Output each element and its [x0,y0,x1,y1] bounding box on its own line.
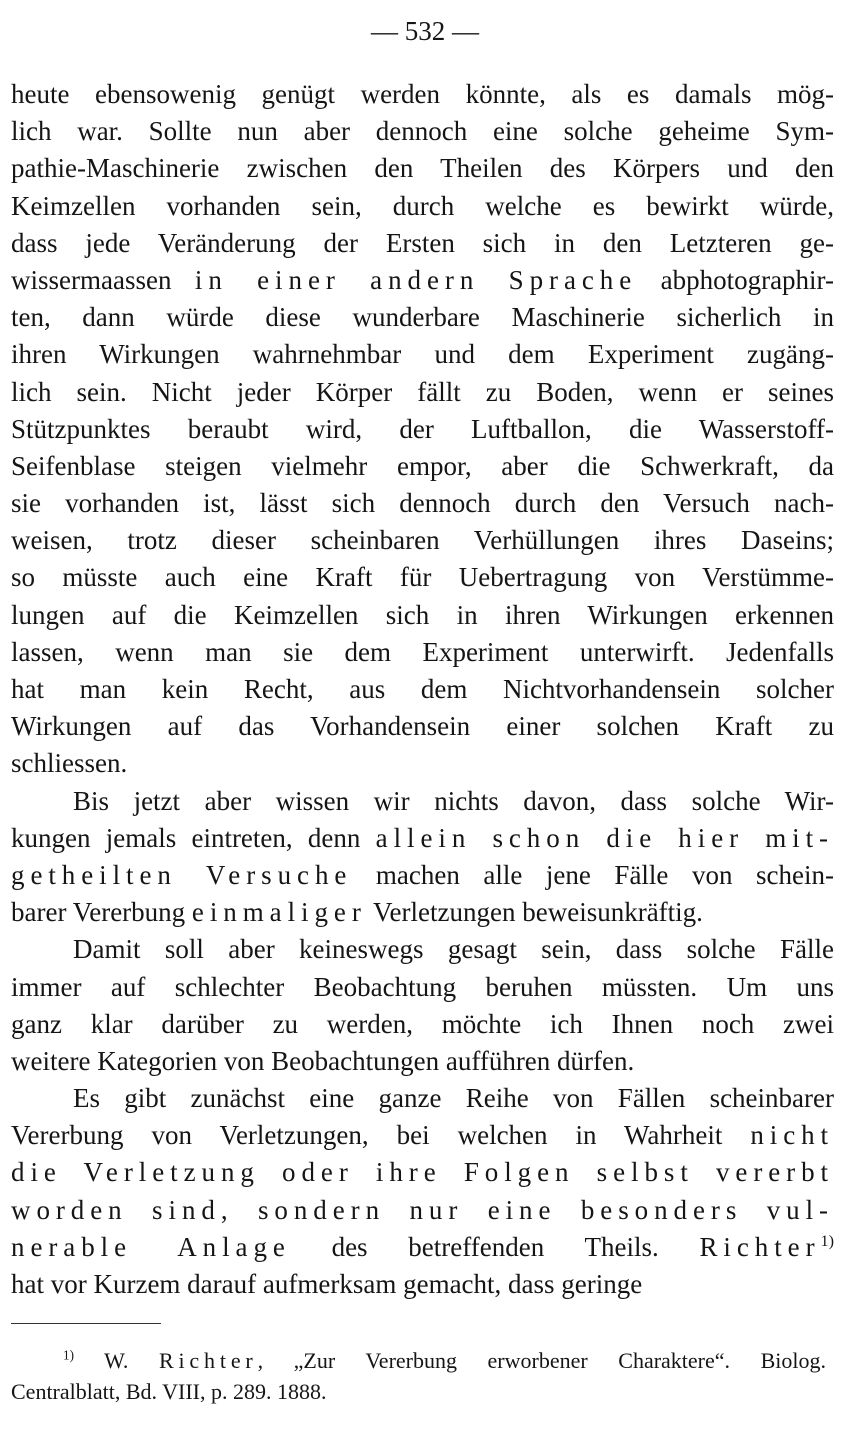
text-line: lungen auf die Keimzellen sich in ihren Wirkungen erkennen [11,599,834,630]
text-line: heute ebensowenig genügt werden könnte, als es damals mög- [11,79,834,109]
paragraph-4 [11,1080,834,1303]
text-line: Seifenblase steigen vielmehr empor, aber die Schwerkraft, da [11,450,834,481]
text-line: Stützpunktes beraubt wird, der Luftballon, die Wasserstoff- [11,413,834,444]
footnote-author: Richter [158,1348,258,1373]
footnote-marker: 1) [63,1347,74,1363]
text-line: weisen, trotz dieser scheinbaren Verhüllungen ihres Daseins; [11,525,834,556]
text-line: sie vorhanden ist, lässt sich dennoch durch den Versuch nach- [11,488,834,519]
text-line [11,1154,834,1191]
page-number: — 532 — [371,16,479,46]
text-line: pathie-Maschinerie zwischen den Theilen des Körpers und den [11,153,834,184]
text-line: hat man kein Recht, aus dem Nichtvorhandensein solcher [11,674,834,704]
text-line [11,1192,834,1229]
footnote-line: Centralblatt, Bd. VIII, p. 289. 1888. [11,1379,327,1404]
paragraph-2 [11,783,834,932]
spaced-emphasis: getheilten Versuche [11,859,353,890]
spaced-emphasis: in einer andern Sprache [194,264,638,295]
text-line: kungen jemals eintreten, denn allein schon die hier mit- [11,822,834,853]
text-line: barer Vererbung einmaliger Verletzungen beweisunkräftig. [11,897,703,928]
spaced-emphasis: allein schon die hier mit- [375,822,834,853]
text-line: dass jede Veränderung der Ersten sich in den Letzteren ge- [11,227,834,258]
footnote-line: $^{1)}$ W. Richter, „Zur Vererbung erworbener Charaktere“. Biolog. [63,1347,826,1373]
text-line: ganz klar darüber zu werden, möchte ich Ihnen noch zwei [11,1008,834,1039]
spaced-emphasis: einmaliger [191,897,367,928]
text-line: Bis jetzt aber wissen wir nichts davon, dass solche Wir- [73,785,834,816]
spaced-emphasis: worden sind, sondern nur eine besonders vul- [11,1194,834,1225]
text-line: Wirkungen auf das Vorhandensein einer solchen Kraft zu [11,711,834,742]
body-text [11,76,834,1303]
text-line: so müsste auch eine Kraft für Uebertragung von Verstümme- [11,562,834,593]
spaced-emphasis: Richter [699,1231,821,1262]
text-line: lich war. Sollte nun aber dennoch eine solche geheime Sym- [11,116,834,147]
paragraph-3 [11,931,834,1080]
text-line: lassen, wenn man sie dem Experiment unterwirft. Jedenfalls [11,636,834,667]
text-line: ten, dann würde diese wunderbare Maschinerie sicherlich in [11,302,834,333]
text-line: Damit soll aber keineswegs gesagt sein, dass solche Fälle [73,934,834,965]
text-line: schliessen. [11,748,128,779]
footnote-reference: 1) [820,1231,834,1250]
spaced-emphasis: die Verletzung oder ihre Folgen selbst vererbt [11,1157,834,1188]
text-line: lich sein. Nicht jeder Körper fällt zu Boden, wenn er seines [11,376,834,407]
text-line: hat vor Kurzem darauf aufmerksam gemacht, dass geringe [11,1269,643,1299]
text-line: weitere Kategorien von Beobachtungen aufführen dürfen. [11,1045,635,1076]
text-line: Keimzellen vorhanden sein, durch welche es bewirkt würde, [11,190,834,221]
text-line: nerable Anlage des betreffenden Theils. Richter$^{1)}$ [11,1231,834,1262]
text-line: Vererbung von Verletzungen, bei welchen in Wahrheit nicht [11,1120,834,1151]
text-line: Es gibt zunächst eine ganze Reihe von Fällen scheinbarer [73,1083,834,1114]
text-line: ihren Wirkungen wahrnehmbar und dem Experiment zugäng- [11,339,834,370]
text-line: getheilten Versuche machen alle jene Fälle von schein- [11,859,834,890]
footnote [11,1345,826,1407]
spaced-emphasis: nicht [750,1120,834,1151]
footnote-rule [11,1323,161,1324]
text-line: immer auf schlechter Beobachtung beruhen müssten. Um uns [11,971,834,1002]
paragraph-1 [11,76,834,783]
spaced-emphasis: nerable Anlage [11,1231,291,1262]
text-line: wissermaassen in einer andern Sprache abphotographir- [11,264,834,295]
